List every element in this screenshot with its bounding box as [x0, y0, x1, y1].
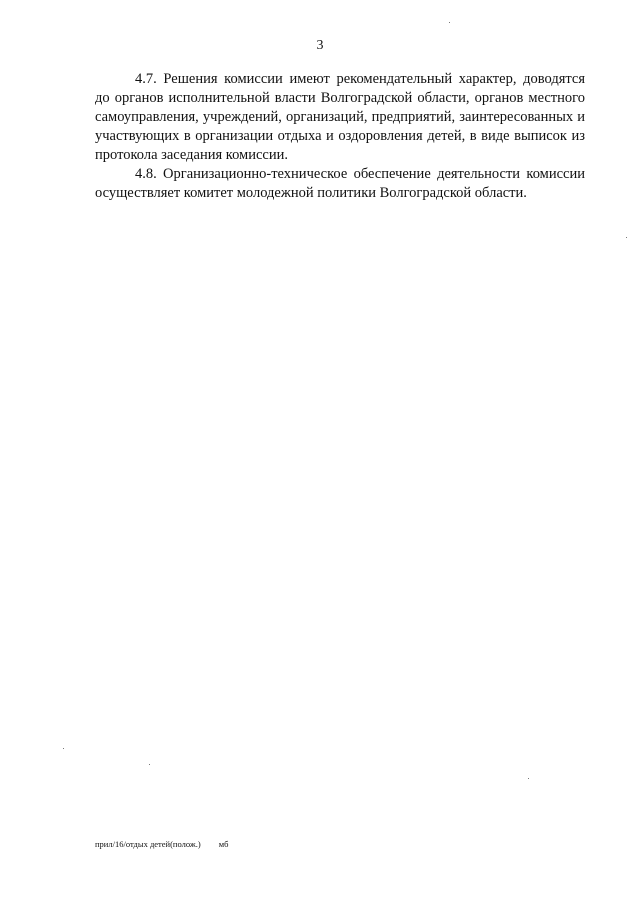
- paragraph-4-7: 4.7. Решения комиссии имеют рекомендательный характер, доводятся до органов исполнительной власти Волгоградской области, органов местного самоуправления, учреждений, организаций, предприятий, заинтересованных и участвующих в организации отдыха и оздоровления детей, в виде выписок из протокола заседания комиссии.: [95, 71, 585, 163]
- scan-speck: [626, 237, 627, 238]
- scan-speck: [149, 764, 150, 765]
- scan-speck: [63, 748, 64, 749]
- scan-speck: [449, 22, 450, 23]
- footer-initials: мб: [218, 839, 229, 849]
- page-number: 3: [316, 38, 324, 53]
- body-text: [95, 70, 585, 203]
- footer: [95, 839, 228, 849]
- footer-file-reference: прил/16/отдых детей(полож.): [95, 839, 201, 849]
- scan-speck: [528, 778, 529, 779]
- paragraph-4-8: 4.8. Организационно-техническое обеспечение деятельности комиссии осуществляет комитет молодежной политики Волгоградской области.: [95, 166, 585, 201]
